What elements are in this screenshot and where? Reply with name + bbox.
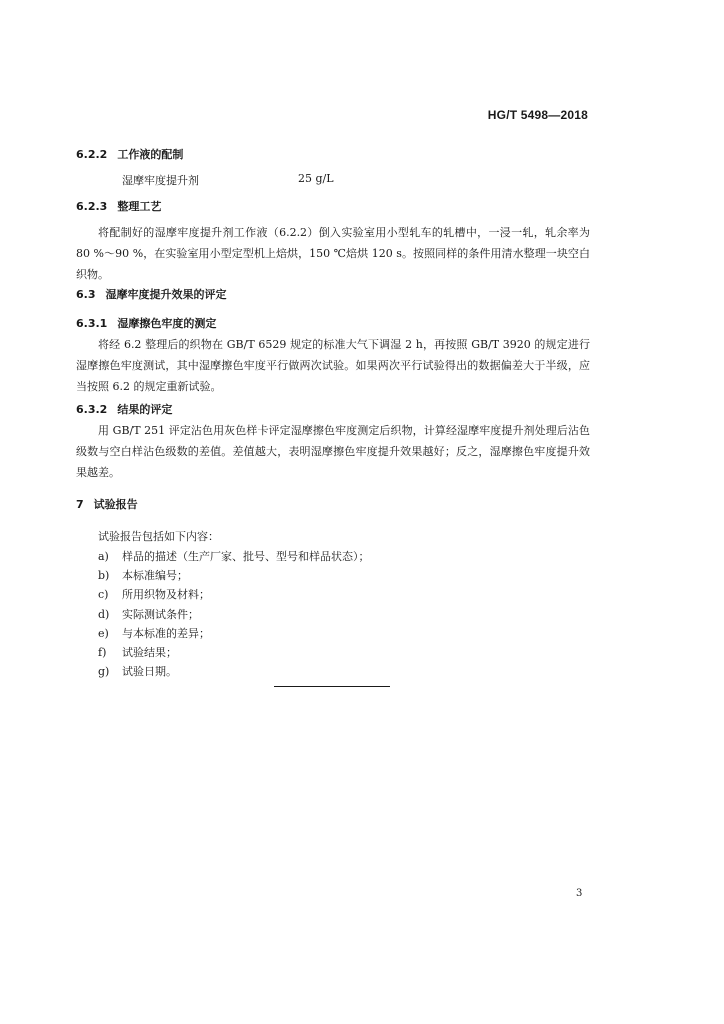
section-6-2-3-heading: [76, 198, 161, 214]
section-6-3-2-heading: [76, 401, 172, 417]
end-rule: [274, 686, 390, 687]
list-item-label: b): [98, 569, 110, 583]
standard-code: HG/T 5498—2018: [487, 108, 588, 122]
reagent-amount: 25 g/L: [298, 172, 334, 185]
section-6-3-1-heading: [76, 315, 216, 331]
section-6-3-1-paragraph: 将经 6.2 整理后的织物在 GB/T 6529 规定的标准大气下调湿 2 h，再按照 GB/T 3920 的规定进行湿摩擦色牢度测试，其中湿摩擦色牢度平行做两次试验。如果两次平行试验得出的数据偏差大于半级，应当按照 6.2 的规定重新试验。: [76, 338, 590, 393]
list-item-text: 样品的描述（生产厂家、批号、型号和样品状态）；: [122, 550, 370, 563]
section-number: 6.3.2: [76, 403, 108, 416]
report-intro: 试验报告包括如下内容：: [98, 530, 219, 543]
section-title: 湿摩擦色牢度的测定: [117, 317, 217, 330]
section-title: 试验报告: [93, 498, 138, 511]
list-item: [98, 662, 370, 681]
section-number: 6.2.3: [76, 200, 108, 213]
section-title: 整理工艺: [117, 200, 162, 213]
list-item: [98, 547, 370, 566]
section-title: 结果的评定: [117, 403, 173, 416]
section-number: 6.2.2: [76, 148, 108, 161]
list-item-text: 试验日期。: [122, 665, 177, 679]
section-6-3-2-paragraph: 用 GB/T 251 评定沾色用灰色样卡评定湿摩擦色牢度测定后织物，计算经湿摩牢度提升剂处理后沾色级数与空白样沾色级数的差值。差值越大，表明湿摩擦色牢度提升效果越好；反之，湿摩擦色牢度提升效果越差。: [76, 424, 590, 479]
section-6-3-heading: [76, 286, 227, 302]
section-title: 工作液的配制: [117, 148, 184, 161]
list-item-label: c): [98, 588, 109, 602]
list-item-text: 实际测试条件；: [122, 607, 199, 621]
section-title: 湿摩牢度提升效果的评定: [105, 288, 227, 301]
list-item-label: e): [98, 626, 109, 640]
list-item-text: 所用织物及材料；: [122, 588, 210, 602]
list-item-text: 与本标准的差异；: [122, 626, 210, 640]
list-item: [98, 566, 370, 585]
section-6-2-3-paragraph: 将配制好的湿摩牢度提升剂工作液（6.2.2）倒入实验室用小型轧车的轧槽中，一浸一轧，轧余率为 80 %～90 %，在实验室用小型定型机上焙烘，150 ℃焙烘 120 s。按照同样的条件用清水整理一块空白织物。: [76, 226, 590, 281]
section-7-heading: [76, 496, 138, 512]
section-6-2-2-heading: [76, 146, 183, 162]
report-items-list: [98, 547, 370, 681]
reagent-name: 湿摩牢度提升剂: [122, 174, 199, 187]
section-number: 6.3: [76, 288, 96, 301]
list-item-label: d): [98, 607, 110, 621]
section-number: 6.3.1: [76, 317, 108, 330]
list-item-text: 试验结果；: [122, 646, 177, 660]
section-number: 7: [76, 498, 84, 511]
page-number: 3: [576, 888, 583, 899]
list-item: [98, 585, 370, 604]
list-item-label: a): [98, 550, 109, 563]
list-item-label: g): [98, 665, 110, 679]
list-item-label: f): [98, 646, 107, 660]
list-item: [98, 624, 370, 643]
list-item-text: 本标准编号；: [122, 569, 188, 583]
list-item: [98, 643, 370, 662]
list-item: [98, 605, 370, 624]
